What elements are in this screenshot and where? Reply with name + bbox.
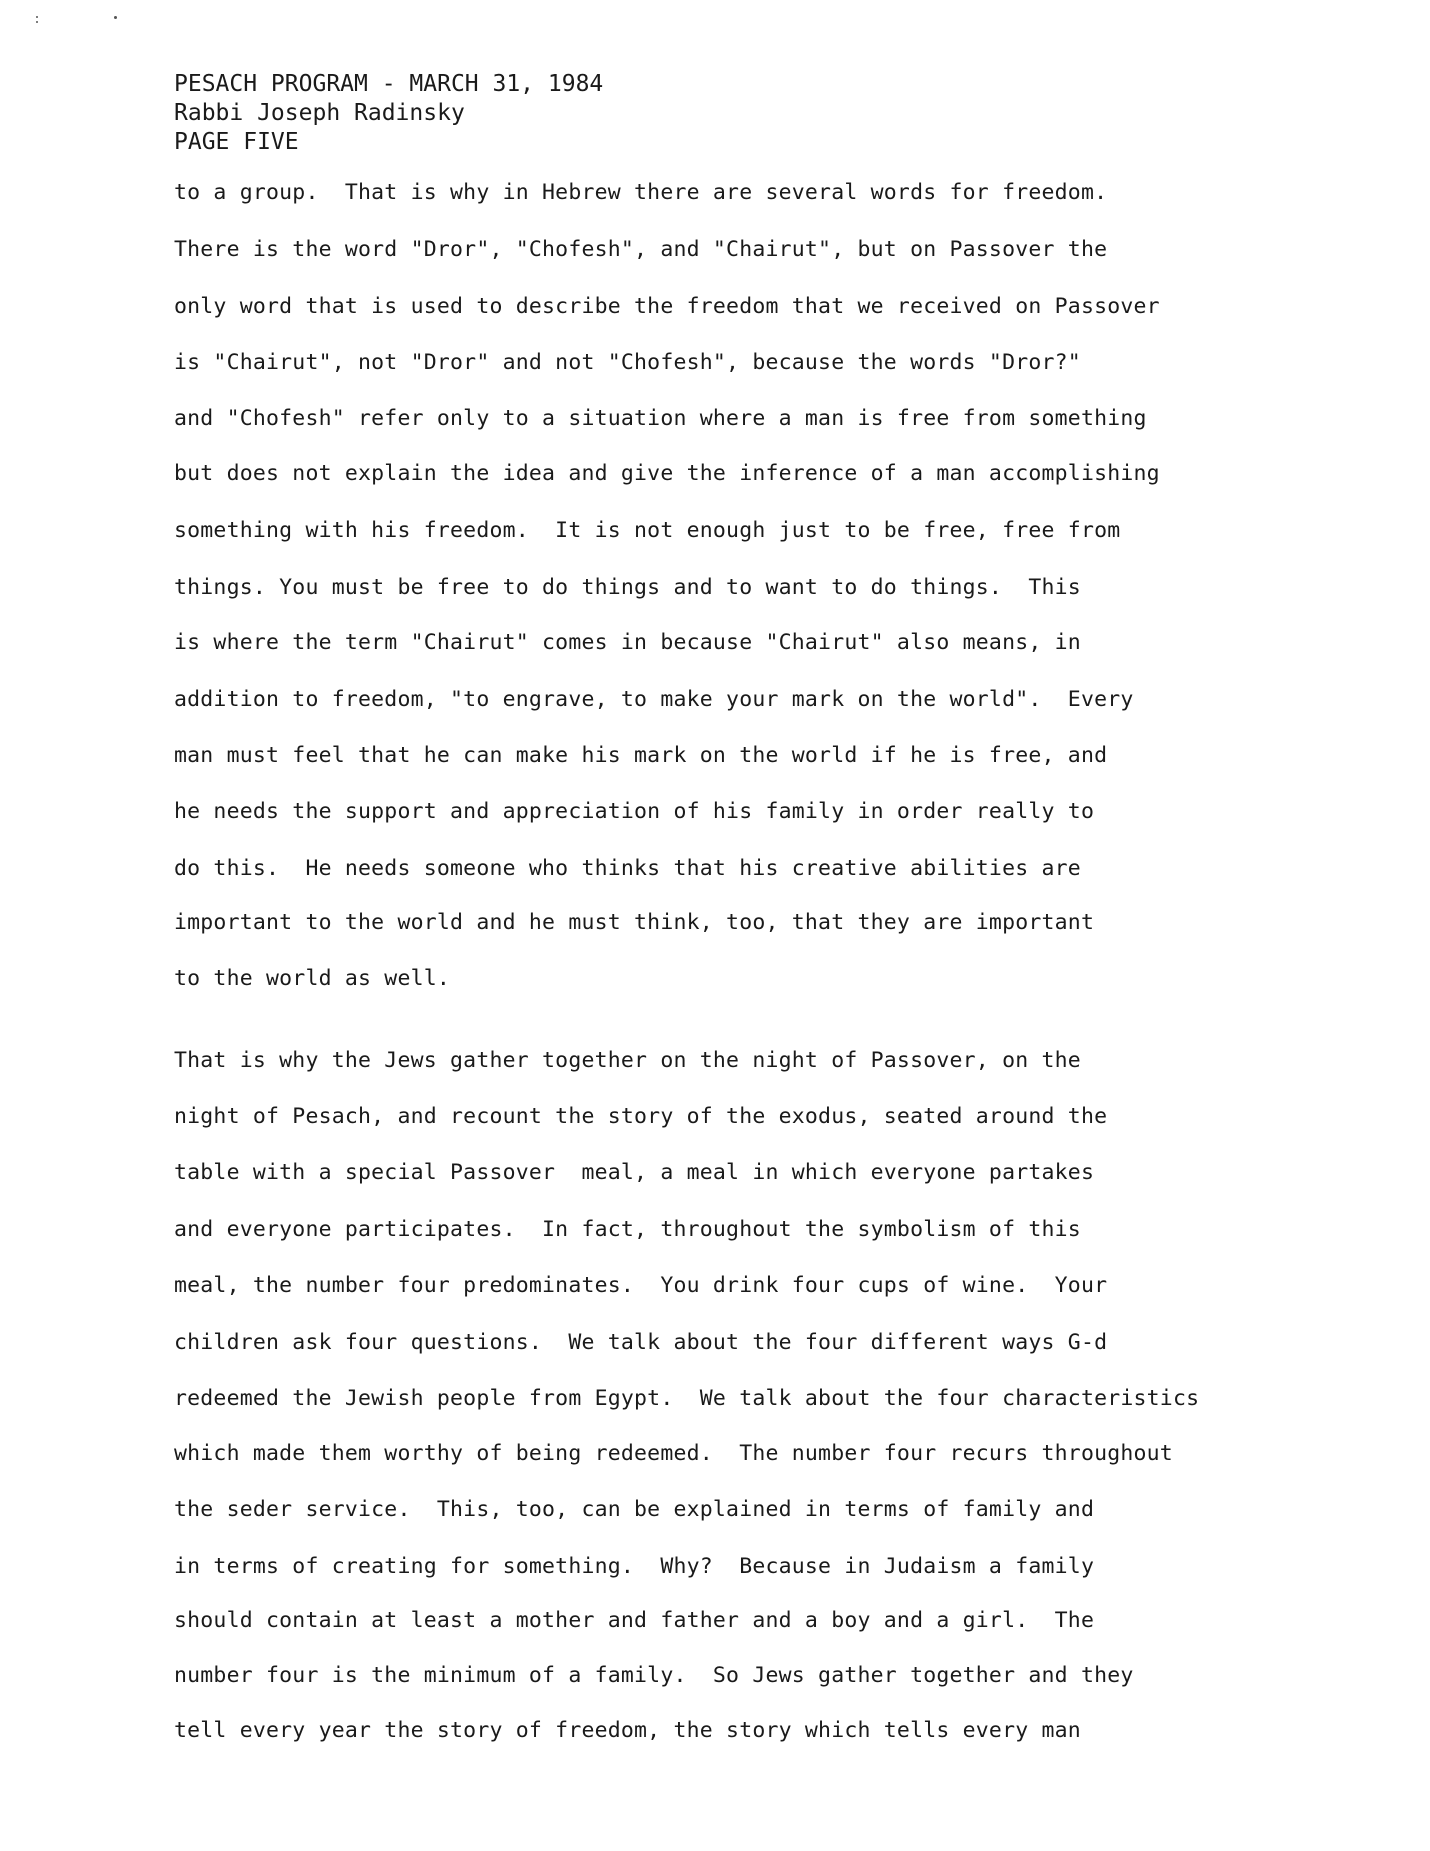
text-line: only word that is used to describe the freedom that we received on Passover (174, 294, 1160, 319)
text-line: but does not explain the idea and give the inference of a man accomplishing (174, 461, 1160, 486)
header-title: PESACH PROGRAM - MARCH 31, 1984 (174, 71, 604, 97)
text-line: addition to freedom, "to engrave, to make your mark on the world". Every (174, 687, 1134, 712)
text-line: do this. He needs someone who thinks that his creative abilities are (174, 856, 1081, 881)
text-line: redeemed the Jewish people from Egypt. We talk about the four characteristics (174, 1386, 1200, 1411)
text-line: children ask four questions. We talk about the four different ways G-d (174, 1330, 1108, 1355)
text-line: and "Chofesh" refer only to a situation where a man is free from something (174, 406, 1147, 431)
text-line: is "Chairut", not "Dror" and not "Chofesh", because the words "Dror?" (174, 350, 1081, 375)
text-line: night of Pesach, and recount the story of the exodus, seated around the (174, 1104, 1108, 1129)
document-header (174, 70, 603, 157)
text-line: he needs the support and appreciation of his family in order really to (174, 799, 1095, 824)
text-line: important to the world and he must think, too, that they are important (174, 910, 1095, 935)
text-line: number four is the minimum of a family. So Jews gather together and they (174, 1663, 1134, 1688)
scan-speck (114, 16, 117, 19)
text-line: There is the word "Dror", "Chofesh", and "Chairut", but on Passover the (174, 237, 1108, 262)
text-line: tell every year the story of freedom, the story which tells every man (174, 1718, 1081, 1743)
scan-speck (36, 21, 38, 23)
text-line: the seder service. This, too, can be explained in terms of family and (174, 1497, 1095, 1522)
text-line: things. You must be free to do things and to want to do things. This (174, 575, 1081, 600)
text-line: which made them worthy of being redeemed. The number four recurs throughout (174, 1441, 1173, 1466)
text-line: table with a special Passover meal, a meal in which everyone partakes (174, 1160, 1095, 1185)
text-line: is where the term "Chairut" comes in because "Chairut" also means, in (174, 630, 1081, 655)
header-author: Rabbi Joseph Radinsky (174, 100, 465, 126)
header-page-number: PAGE FIVE (174, 129, 299, 155)
text-line: to a group. That is why in Hebrew there are several words for freedom. (174, 180, 1108, 205)
text-line: and everyone participates. In fact, throughout the symbolism of this (174, 1217, 1081, 1242)
text-line: man must feel that he can make his mark on the world if he is free, and (174, 743, 1108, 768)
scan-speck (36, 16, 38, 18)
text-line: That is why the Jews gather together on the night of Passover, on the (174, 1048, 1081, 1073)
text-line: something with his freedom. It is not enough just to be free, free from (174, 518, 1121, 543)
text-line: meal, the number four predominates. You drink four cups of wine. Your (174, 1273, 1108, 1298)
text-line: should contain at least a mother and father and a boy and a girl. The (174, 1608, 1095, 1633)
text-line: in terms of creating for something. Why? Because in Judaism a family (174, 1554, 1095, 1579)
text-line: to the world as well. (174, 966, 451, 991)
